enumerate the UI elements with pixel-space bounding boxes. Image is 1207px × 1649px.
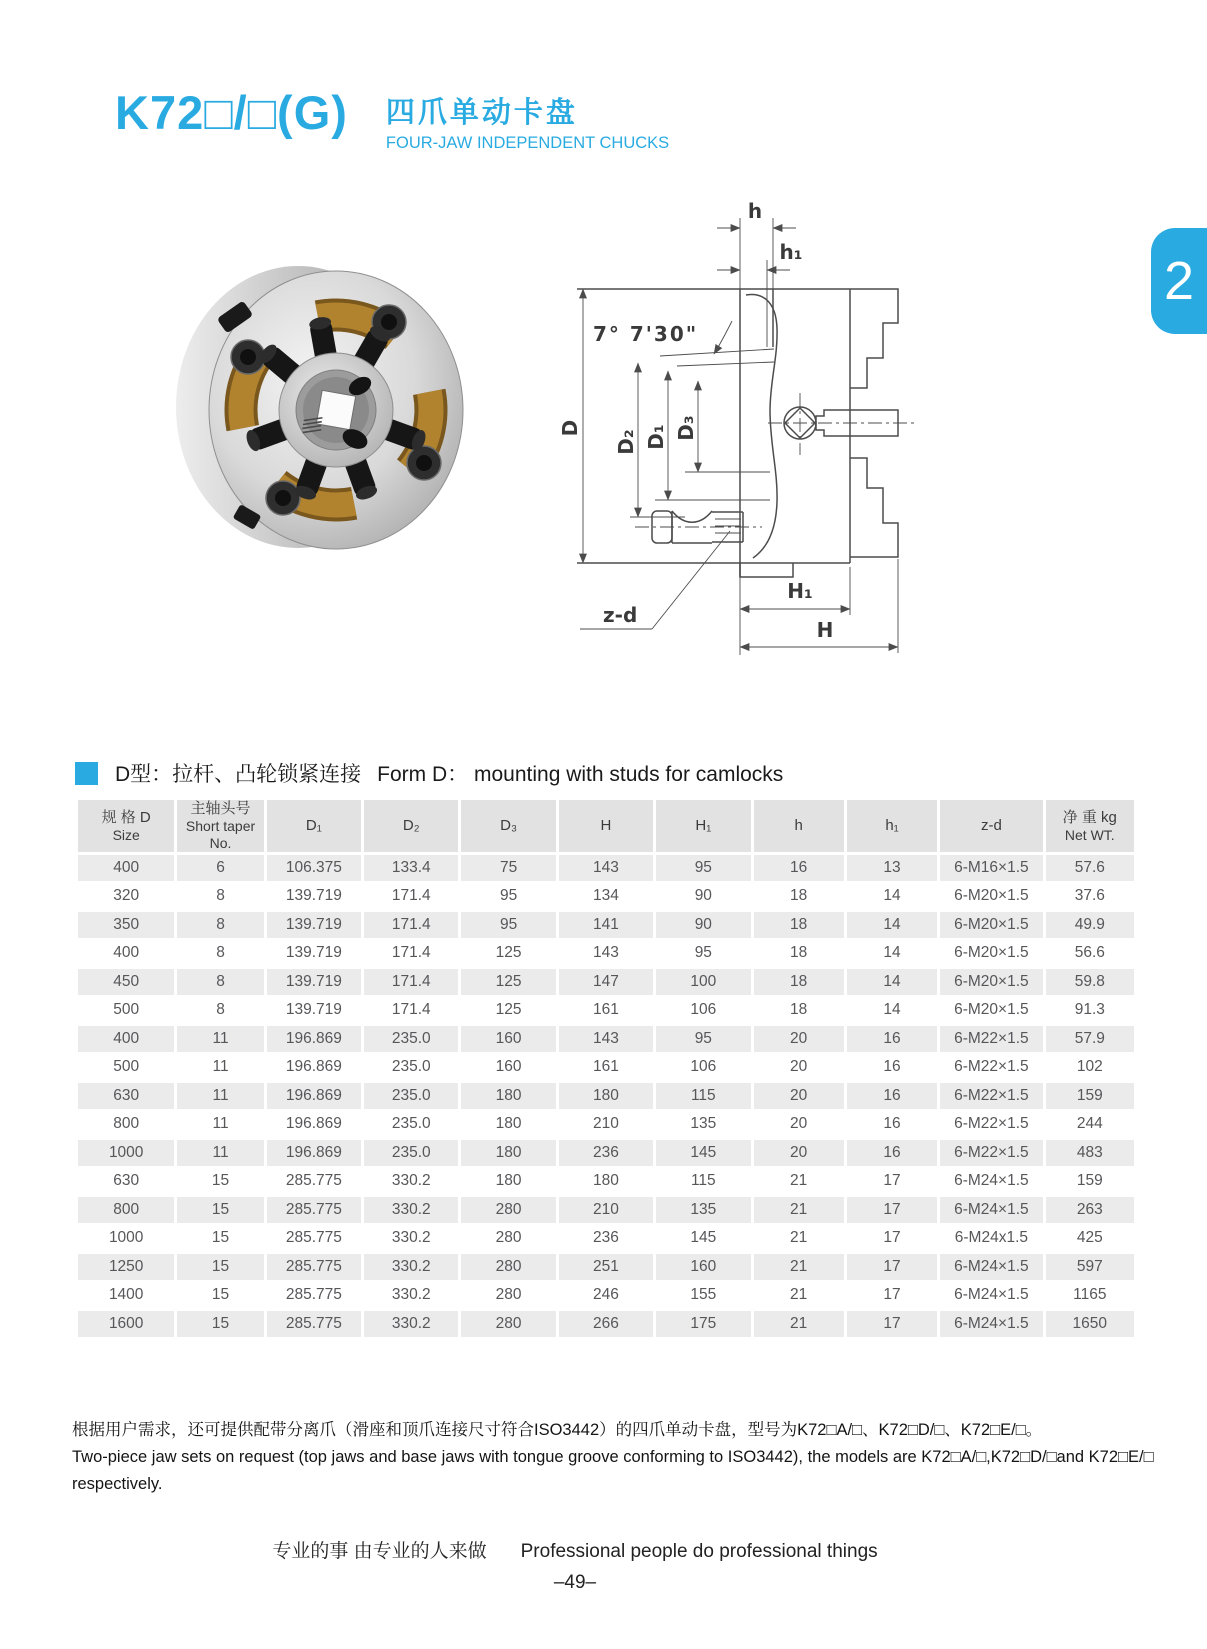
table-cell: 235.0 [364,1112,458,1138]
table-cell: 246 [559,1283,653,1309]
table-cell: 21 [754,1169,844,1195]
table-cell: 500 [78,1055,174,1081]
chapter-tab: 2 [1151,228,1207,334]
table-cell: 6-M22×1.5 [940,1112,1042,1138]
table-row [78,1169,1134,1195]
table-cell: 483 [1046,1140,1134,1166]
slogan [0,1536,1150,1563]
table-cell: 95 [656,855,750,881]
table-cell: 14 [847,969,937,995]
table-cell: 17 [847,1283,937,1309]
column-header: D₂ [364,800,458,852]
table-cell: 235.0 [364,1026,458,1052]
column-header: 规 格 D Size [78,800,174,852]
table-row [78,884,1134,910]
table-cell: 143 [559,1026,653,1052]
table-cell: 6-M24x1.5 [940,1226,1042,1252]
table-cell: 21 [754,1283,844,1309]
table-cell: 6-M20×1.5 [940,969,1042,995]
table-cell: 139.719 [267,912,361,938]
table-cell: 263 [1046,1197,1134,1223]
table-cell: 280 [461,1254,555,1280]
section-bullet-square [75,762,98,785]
table-cell: 125 [461,969,555,995]
table-cell: 171.4 [364,884,458,910]
table-cell: 11 [177,1112,263,1138]
table-cell: 115 [656,1083,750,1109]
column-header: D₃ [461,800,555,852]
table-cell: 91.3 [1046,998,1134,1024]
table-cell: 102 [1046,1055,1134,1081]
table-cell: 135 [656,1112,750,1138]
table-cell: 251 [559,1254,653,1280]
table-cell: 159 [1046,1169,1134,1195]
table-cell: 14 [847,998,937,1024]
page-subtitle [386,90,669,153]
table-cell: 18 [754,912,844,938]
table-cell: 400 [78,941,174,967]
table-cell: 95 [656,1026,750,1052]
column-header: h [754,800,844,852]
table-cell: 90 [656,884,750,910]
table-cell: 6 [177,855,263,881]
table-cell: 171.4 [364,912,458,938]
table-cell: 14 [847,912,937,938]
table-cell: 16 [847,1055,937,1081]
table-cell: 21 [754,1311,844,1337]
table-cell: 236 [559,1226,653,1252]
table-cell: 280 [461,1311,555,1337]
table-cell: 196.869 [267,1026,361,1052]
column-header: H₁ [656,800,750,852]
table-cell: 16 [754,855,844,881]
table-cell: 400 [78,855,174,881]
table-cell: 15 [177,1169,263,1195]
table-cell: 450 [78,969,174,995]
table-cell: 15 [177,1283,263,1309]
dim-label-h1: h₁ [779,240,803,264]
table-cell: 6-M24×1.5 [940,1169,1042,1195]
table-cell: 17 [847,1197,937,1223]
table-cell: 145 [656,1140,750,1166]
table-cell: 280 [461,1226,555,1252]
table-cell: 17 [847,1226,937,1252]
table-cell: 6-M22×1.5 [940,1083,1042,1109]
table-cell: 8 [177,969,263,995]
table-row [78,1083,1134,1109]
table-row [78,855,1134,881]
dim-label-D3: D₃ [674,415,698,441]
table-cell: 18 [754,969,844,995]
table-row [78,1026,1134,1052]
table-cell: 6-M20×1.5 [940,884,1042,910]
table-cell: 21 [754,1226,844,1252]
table-cell: 160 [461,1026,555,1052]
column-header: 主轴头号 Short taper No. [177,800,263,852]
table-cell: 6-M20×1.5 [940,998,1042,1024]
table-row [78,1311,1134,1337]
table-cell: 6-M24×1.5 [940,1311,1042,1337]
table-cell: 95 [461,912,555,938]
table-cell: 135 [656,1197,750,1223]
table-cell: 125 [461,941,555,967]
table-cell: 18 [754,884,844,910]
table-cell: 180 [559,1169,653,1195]
table-cell: 400 [78,1026,174,1052]
dim-label-D: D [558,419,582,437]
table-cell: 597 [1046,1254,1134,1280]
dim-label-angle: 7° 7'30" [593,322,699,346]
table-cell: 1000 [78,1226,174,1252]
table-cell: 6-M22×1.5 [940,1026,1042,1052]
table-cell: 90 [656,912,750,938]
table-cell: 180 [461,1140,555,1166]
table-cell: 320 [78,884,174,910]
table-cell: 95 [656,941,750,967]
table-cell: 1650 [1046,1311,1134,1337]
table-cell: 236 [559,1140,653,1166]
table-cell: 171.4 [364,998,458,1024]
table-cell: 1400 [78,1283,174,1309]
table-row [78,1254,1134,1280]
table-cell: 1165 [1046,1283,1134,1309]
chuck-photo [148,260,483,560]
table-cell: 266 [559,1311,653,1337]
table-cell: 13 [847,855,937,881]
table-cell: 106.375 [267,855,361,881]
table-cell: 141 [559,912,653,938]
table-cell: 18 [754,941,844,967]
spec-table-body [78,855,1134,1337]
page-footer [0,1536,1150,1594]
table-cell: 125 [461,998,555,1024]
table-cell: 285.775 [267,1311,361,1337]
column-header: 净 重 kg Net WT. [1046,800,1134,852]
table-cell: 139.719 [267,969,361,995]
column-header: z-d [940,800,1042,852]
table-cell: 159 [1046,1083,1134,1109]
table-cell: 8 [177,912,263,938]
table-cell: 139.719 [267,998,361,1024]
table-row [78,1112,1134,1138]
table-cell: 6-M22×1.5 [940,1140,1042,1166]
technical-drawing [525,185,915,655]
dim-label-H: H [816,618,834,642]
table-cell: 171.4 [364,969,458,995]
table-cell: 196.869 [267,1055,361,1081]
table-cell: 330.2 [364,1169,458,1195]
table-cell: 17 [847,1254,937,1280]
table-cell: 180 [461,1112,555,1138]
table-cell: 155 [656,1283,750,1309]
table-cell: 210 [559,1197,653,1223]
table-cell: 244 [1046,1112,1134,1138]
table-row [78,912,1134,938]
table-cell: 425 [1046,1226,1134,1252]
slogan-en: Professional people do professional things [520,1541,878,1562]
table-cell: 11 [177,1083,263,1109]
table-cell: 330.2 [364,1254,458,1280]
table-row [78,1140,1134,1166]
section-label-en: Form D： mounting with studs for camlocks [377,763,784,786]
table-cell: 180 [461,1083,555,1109]
table-cell: 1250 [78,1254,174,1280]
table-cell: 161 [559,998,653,1024]
table-cell: 11 [177,1140,263,1166]
dim-label-H1: H₁ [787,579,813,603]
table-cell: 196.869 [267,1112,361,1138]
table-cell: 17 [847,1169,937,1195]
table-cell: 17 [847,1311,937,1337]
table-cell: 11 [177,1055,263,1081]
table-cell: 630 [78,1083,174,1109]
table-cell: 160 [461,1055,555,1081]
table-cell: 16 [847,1026,937,1052]
table-cell: 133.4 [364,855,458,881]
table-cell: 6-M22×1.5 [940,1055,1042,1081]
table-cell: 8 [177,941,263,967]
table-cell: 235.0 [364,1055,458,1081]
table-cell: 8 [177,998,263,1024]
table-cell: 330.2 [364,1311,458,1337]
table-cell: 180 [461,1169,555,1195]
table-cell: 8 [177,884,263,910]
table-cell: 106 [656,1055,750,1081]
table-cell: 15 [177,1226,263,1252]
title-english: FOUR-JAW INDEPENDENT CHUCKS [385,134,670,152]
table-cell: 16 [847,1112,937,1138]
table-cell: 800 [78,1112,174,1138]
model-number: K72□/□(G) [115,86,348,139]
table-row [78,1055,1134,1081]
table-cell: 14 [847,941,937,967]
table-cell: 20 [754,1026,844,1052]
section-label-cn: D型：拉杆、凸轮锁紧连接 [115,763,362,786]
table-cell: 15 [177,1197,263,1223]
table-cell: 56.6 [1046,941,1134,967]
table-cell: 6-M24×1.5 [940,1254,1042,1280]
table-cell: 145 [656,1226,750,1252]
table-cell: 95 [461,884,555,910]
dim-label-D2: D₂ [614,429,638,455]
table-cell: 11 [177,1026,263,1052]
table-cell: 20 [754,1083,844,1109]
footnote-en: Two-piece jaw sets on request (top jaws and base jaws with tongue groove conforming to ISO3442), the models are K72□A/□,K72□D/□and K72□E/□ respectively. [72,1448,1154,1493]
table-cell: 15 [177,1254,263,1280]
table-cell: 330.2 [364,1226,458,1252]
footnotes [72,1417,1207,1498]
table-cell: 75 [461,855,555,881]
table-cell: 161 [559,1055,653,1081]
table-cell: 147 [559,969,653,995]
table-cell: 175 [656,1311,750,1337]
page-number: –49– [553,1572,597,1593]
table-cell: 330.2 [364,1283,458,1309]
table-cell: 285.775 [267,1254,361,1280]
column-header: h₁ [847,800,937,852]
spec-table-header-row [78,800,1134,852]
table-cell: 1600 [78,1311,174,1337]
table-cell: 285.775 [267,1226,361,1252]
table-cell: 235.0 [364,1083,458,1109]
table-cell: 106 [656,998,750,1024]
table-row [78,969,1134,995]
table-cell: 139.719 [267,941,361,967]
page-header [115,88,669,153]
title-chinese: 四爪单动卡盘 [385,97,578,129]
table-cell: 196.869 [267,1140,361,1166]
table-row [78,941,1134,967]
table-cell: 139.719 [267,884,361,910]
table-cell: 285.775 [267,1283,361,1309]
table-cell: 37.6 [1046,884,1134,910]
table-cell: 20 [754,1055,844,1081]
table-cell: 14 [847,884,937,910]
dim-label-D1: D₁ [644,424,668,450]
table-cell: 20 [754,1140,844,1166]
table-cell: 21 [754,1254,844,1280]
table-cell: 16 [847,1140,937,1166]
footnote-cn: 根据用户需求，还可提供配带分离爪（滑座和顶爪连接尺寸符合ISO3442）的四爪单动卡盘，型号为K72□A/□、K72□D/□、K72□E/□。 [72,1421,1043,1439]
table-row [78,998,1134,1024]
table-cell: 134 [559,884,653,910]
table-cell: 196.869 [267,1083,361,1109]
spec-table [75,797,1137,1340]
dim-label-h: h [747,199,763,223]
table-row [78,1283,1134,1309]
table-cell: 6-M16×1.5 [940,855,1042,881]
table-cell: 100 [656,969,750,995]
column-header: H [559,800,653,852]
table-cell: 235.0 [364,1140,458,1166]
table-cell: 21 [754,1197,844,1223]
center-hub [279,353,393,467]
table-cell: 6-M20×1.5 [940,912,1042,938]
table-cell: 330.2 [364,1197,458,1223]
table-cell: 160 [656,1254,750,1280]
table-cell: 285.775 [267,1169,361,1195]
table-cell: 6-M24×1.5 [940,1197,1042,1223]
slogan-cn: 专业的事 由专业的人来做 [272,1541,487,1562]
table-cell: 210 [559,1112,653,1138]
table-cell: 49.9 [1046,912,1134,938]
section-header [75,758,783,788]
table-cell: 350 [78,912,174,938]
table-cell: 143 [559,855,653,881]
table-row [78,1226,1134,1252]
table-cell: 6-M24×1.5 [940,1283,1042,1309]
table-cell: 171.4 [364,941,458,967]
table-cell: 280 [461,1283,555,1309]
table-cell: 285.775 [267,1197,361,1223]
column-header: D₁ [267,800,361,852]
table-cell: 280 [461,1197,555,1223]
table-cell: 16 [847,1083,937,1109]
table-cell: 800 [78,1197,174,1223]
table-cell: 20 [754,1112,844,1138]
table-cell: 59.8 [1046,969,1134,995]
table-cell: 143 [559,941,653,967]
table-cell: 500 [78,998,174,1024]
dim-label-zd: z-d [603,603,638,627]
table-cell: 57.9 [1046,1026,1134,1052]
table-cell: 180 [559,1083,653,1109]
table-cell: 115 [656,1169,750,1195]
table-cell: 1000 [78,1140,174,1166]
table-cell: 15 [177,1311,263,1337]
table-cell: 57.6 [1046,855,1134,881]
table-cell: 630 [78,1169,174,1195]
table-row [78,1197,1134,1223]
table-cell: 6-M20×1.5 [940,941,1042,967]
table-cell: 18 [754,998,844,1024]
